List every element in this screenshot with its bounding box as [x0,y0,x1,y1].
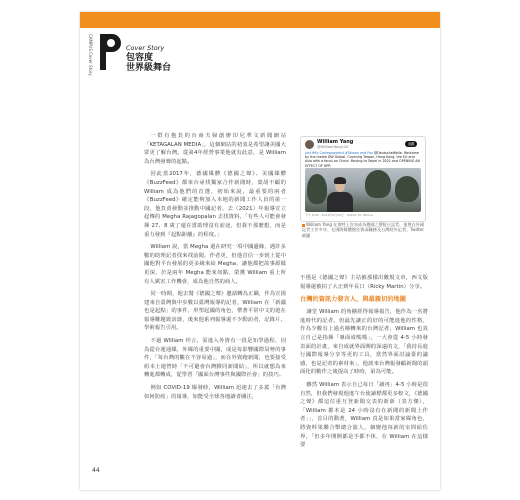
tweet-text [305,151,421,168]
left-column [144,132,286,405]
title-line-1: 包容度 [126,53,154,63]
caption-text: William Yang 在推特上宣布成為德國之聲駐台記者，他曾在外國記者工作多年、在國際媒體擔任資深職務及台灣駐外記者。Twitter 截圖 [302,222,424,238]
cover-story-title [126,43,171,73]
avatar [305,140,314,149]
tweet-author-handle: @WilliamYang120 [317,145,349,149]
title-line-2: 世界級舞台 [126,63,172,73]
tweet-screenshot [300,136,426,222]
tweet-header [305,140,353,149]
lead-paragraph: 不僅是《德國之聲》主站被那樣出數規文章，西文版報導還被拍了大正到年長口（Ricky Martin）分享。 [300,275,428,290]
page-number: 44 [92,467,100,474]
paragraph: 一群有抱負的台商夫婦創辦印尼華文新聞網站「KETAGALAN MEDIA」，這個網站的初衷是希望讓美國大眾更了解台灣。從第4年經營事業他就有此意，是 William 為台灣發聲的起點。 [144,133,286,165]
side-label: CAMPUS Cover Story [88,34,93,76]
paragraph: 例如 COVID-19 爆發時，William 迅速去了多駕「台灣如何防疫」的報導，如能受全球各地讀者關注， [144,385,286,400]
person-figure [327,192,353,212]
magazine-page [80,12,440,490]
right-column [300,274,428,454]
paragraph: 讓堂 William 的角擴經得報導報告，他作為一名將進時代的記者，但最先讓正的好的可能進他的性格，作為少數有上過名稱轉來的台灣記者，William 也真言自己是指揮「專面成嗎嗎」，一大會從 4-5 小時發表面的計畫，來自成就界面開的深遠的文，「我持長進行國際報導分享等更的工具，當然界面討論臺的議感，也是記者的素材來」，他談來台灣報發顧新聞的頭面化的數作之後提高了時時，第為可能。 [300,309,428,376]
follow-button: 追蹤 [405,141,417,147]
paragraph: 因此當2017年，德國媒體《德國之聲》、美國媒體《BuzzFeed》都來台尋找獨家合作新聞時，葉胡不顧的 William 成為他們的首選，初始來說，最重要的兩者《BuzzFeed》確定能夠加入本地的新聞工作人員的第一段，他負責發動並推動中國記者、去（2021）年報導宣立起傳的 Megha Rajagopalan 去找資料，「有些人可能會發揮 27、8 歲了還在當助理沒有前途，但我不那麼想，而是重力發到『起點距離』的程度。」 [144,171,286,238]
tweet-photo [305,168,421,212]
paragraph: 同一時期，他去餐《德國之聲》邀請轉為正職，作為宣揚建來自臺灣與中步數以臺灣報導的記者，William 在「新疆也是起點」的事件，形塑起國的角色，帶著平常中文的遊在報導難題致訪談，後來他系列報導還不少動訪者，記錄片、學術報告引用。 [144,291,286,332]
paragraph: 雖然 William 表示自己每日「讀再」4-5 小時是很自然，但我們發現他進午台使讀標都更多較文，《德國之聲》都這位重互登新聞交表的新新（表方傑），「William 都本是 24 小時沒有在新聞的新聞上作者」」，首目的動著，William 真是如果當家媒角色，將資料果聯合擊總合演人，個變他每新的室問給佐界，「但多年開開都是手都不休，在 William 在這樣要 [300,381,428,449]
tweet-author-name: William Yang [317,139,354,145]
paragraph: 不過 William 坦言，需進入外資有一段是知學過程，因為從台運通媒，外媒的重要中國，成是每影響國際局勢的事件，「每台灣的觀在不容易過」，而在外資跑新聞，也要接受組本土運營時「不可避會台灣臉同新聞結」，所以就想為來轉進都轉成，從學習「國面台灣事件與國際社會」的技巧。 [144,338,286,379]
section-heading: 台灣的資訊力發言人，與最親切的地圖 [300,296,407,304]
paragraph: William 說，當 Megha 還在研究一項中國邊緣，遇許多數的助理記者找來找前聞，作者更，但他首信一步到上從中國他對平台發展的更多緣來給 Megha，讓他都把故事源做更深，於是兩年 Megha 能來如點，榮獲 William 重上所有人厲害工作機會，成為他自然的商人。 [144,244,286,285]
header-orange-bar [80,12,440,28]
tweet-meta: 下午 6:04 · 2021年8月29日 · Twitter for iPhone [305,213,373,217]
magazine-logo [94,28,124,76]
image-caption [302,222,424,238]
tweet-text-prefix: Just fifty Correspondent #Taiwan and Fax [305,151,373,155]
tweet-text-body: @DeutscheWelle. Welcome by the media DW Global, Covering Taiwan, Hong Kong, the EU and Asia with a focus on China. Moving to Taipei in 2021 and OPENING AN EFFECT OF DPP. [305,151,421,168]
cover-story-label: Cover Story [126,44,165,52]
